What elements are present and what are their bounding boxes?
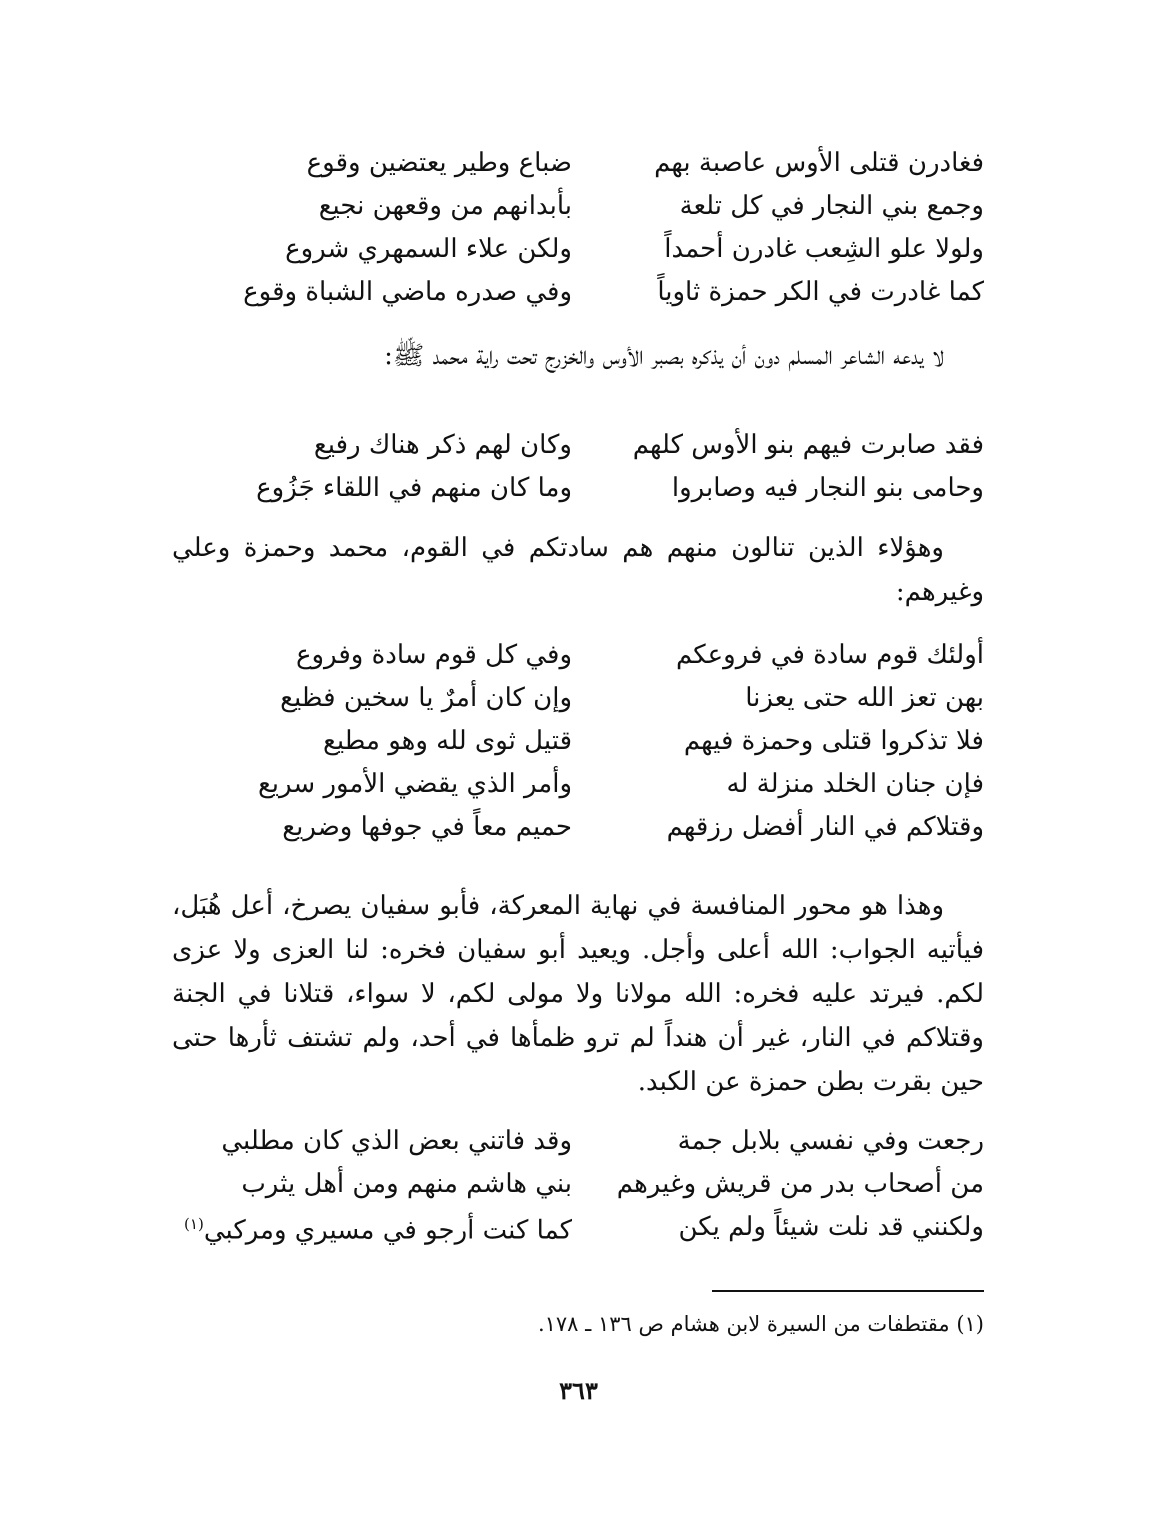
poem-stanza-4: [172, 1120, 984, 1249]
verse-line: [172, 1163, 984, 1206]
paragraph-text: وهذا هو محور المنافسة في نهاية المعركة، فأبو سفيان يصرخ، أعل هُبَل، فيأتيه الجواب: الله أعلى وأجل. ويعيد أبو سفيان فخره: لنا العزى ولا عزى لكم. فيرتد عليه فخره: الله مولانا ولا مولى لكم، لا سواء، قتلانا في الجنة وقتلاكم في النار، غير أن هنداً لم ترو ظمأها في أحد، ولم تشتف ثأرها حتى حين بقرت بطن حمزة عن الكبد.: [172, 891, 984, 1097]
verse-line: [172, 185, 984, 228]
verse-line: [172, 677, 984, 720]
poem-stanza-2: [172, 424, 984, 510]
second-hemistich: وإن كان أمرٌ يا سخين فظيع: [280, 683, 572, 713]
verse-line: [172, 228, 984, 271]
footnote-rule: [712, 1290, 984, 1292]
paragraph-text: وهؤلاء الذين تنالون منهم هم سادتكم في القوم، محمد وحمزة وعلي وغيرهم:: [172, 533, 984, 607]
verse-line: [172, 720, 984, 763]
first-hemistich: كما غادرت في الكر حمزة ثاوياً: [657, 277, 984, 307]
second-hemistich: وكان لهم ذكر هناك رفيع: [313, 430, 572, 460]
second-hemistich: حميم معاً في جوفها وضريع: [282, 812, 572, 842]
first-hemistich: فقد صابرت فيهم بنو الأوس كلهم: [632, 430, 984, 460]
second-hemistich: ولكن علاء السمهري شروع: [285, 234, 572, 264]
verse-line: [172, 763, 984, 806]
first-hemistich: وقتلاكم في النار أفضل رزقهم: [666, 812, 984, 842]
footnote-marker[interactable]: (١): [184, 1214, 204, 1233]
prose-paragraph-2: [172, 526, 984, 614]
prose-paragraph-1: [172, 334, 984, 378]
poem-stanza-1: [172, 142, 984, 314]
verse-line: [172, 1120, 984, 1163]
first-hemistich: بهن تعز الله حتى يعزنا: [745, 683, 984, 713]
second-hemistich: ضباع وطير يعتضين وقوع: [306, 148, 572, 178]
verse-line: [172, 142, 984, 185]
second-hemistich: وفي كل قوم سادة وفروع: [295, 640, 572, 670]
first-hemistich: فغادرن قتلى الأوس عاصبة بهم: [654, 148, 984, 178]
prose-paragraph-3: [172, 884, 984, 1104]
verse-line: [172, 467, 984, 510]
first-hemistich: ولولا علو الشِعب غادرن أحمداً: [664, 234, 984, 264]
second-hemistich: وما كان منهم في اللقاء جَزُوع: [256, 473, 572, 503]
verse-line: [172, 1206, 984, 1249]
verse-line: [172, 424, 984, 467]
second-hemistich: وفي صدره ماضي الشباة وقوع: [243, 277, 572, 307]
paragraph-text: لا يدعه الشاعر المسلم دون أن يذكره بصبر الأوس والخزرج تحت راية محمد ﷺ:: [384, 341, 944, 371]
verse-line: [172, 634, 984, 677]
first-hemistich: من أصحاب بدر من قريش وغيرهم: [616, 1169, 984, 1199]
hemistich-text: كما كنت أرجو في مسيري ومركبي: [203, 1215, 572, 1246]
second-hemistich: وقد فاتني بعض الذي كان مطلبي: [221, 1126, 572, 1156]
second-hemistich: بني هاشم منهم ومن أهل يثرب: [241, 1169, 572, 1199]
second-hemistich: قتيل ثوى لله وهو مطيع: [323, 726, 572, 756]
page-number: ٣٦٣: [559, 1376, 598, 1405]
second-hemistich: بأبدانهم من وقعهن نجيع: [318, 191, 572, 221]
first-hemistich: ولكنني قد نلت شيئاً ولم يكن: [678, 1212, 984, 1242]
first-hemistich: رجعت وفي نفسي بلابل جمة: [677, 1126, 984, 1156]
verse-line: [172, 806, 984, 849]
first-hemistich: أولئك قوم سادة في فروعكم: [676, 640, 984, 670]
first-hemistich: وحامى بنو النجار فيه وصابروا: [671, 473, 984, 503]
second-hemistich: [172, 1203, 572, 1253]
first-hemistich: وجمع بني النجار في كل تلعة: [679, 191, 984, 221]
verse-line: [172, 271, 984, 314]
second-hemistich: وأمر الذي يقضي الأمور سريع: [257, 769, 572, 799]
footnote: (١) مقتطفات من السيرة لابن هشام ص ١٣٦ ـ ١٧٨.: [537, 1312, 984, 1336]
first-hemistich: فلا تذكروا قتلى وحمزة فيهم: [683, 726, 984, 756]
first-hemistich: فإن جنان الخلد منزلة له: [726, 769, 984, 799]
poem-stanza-3: [172, 634, 984, 849]
